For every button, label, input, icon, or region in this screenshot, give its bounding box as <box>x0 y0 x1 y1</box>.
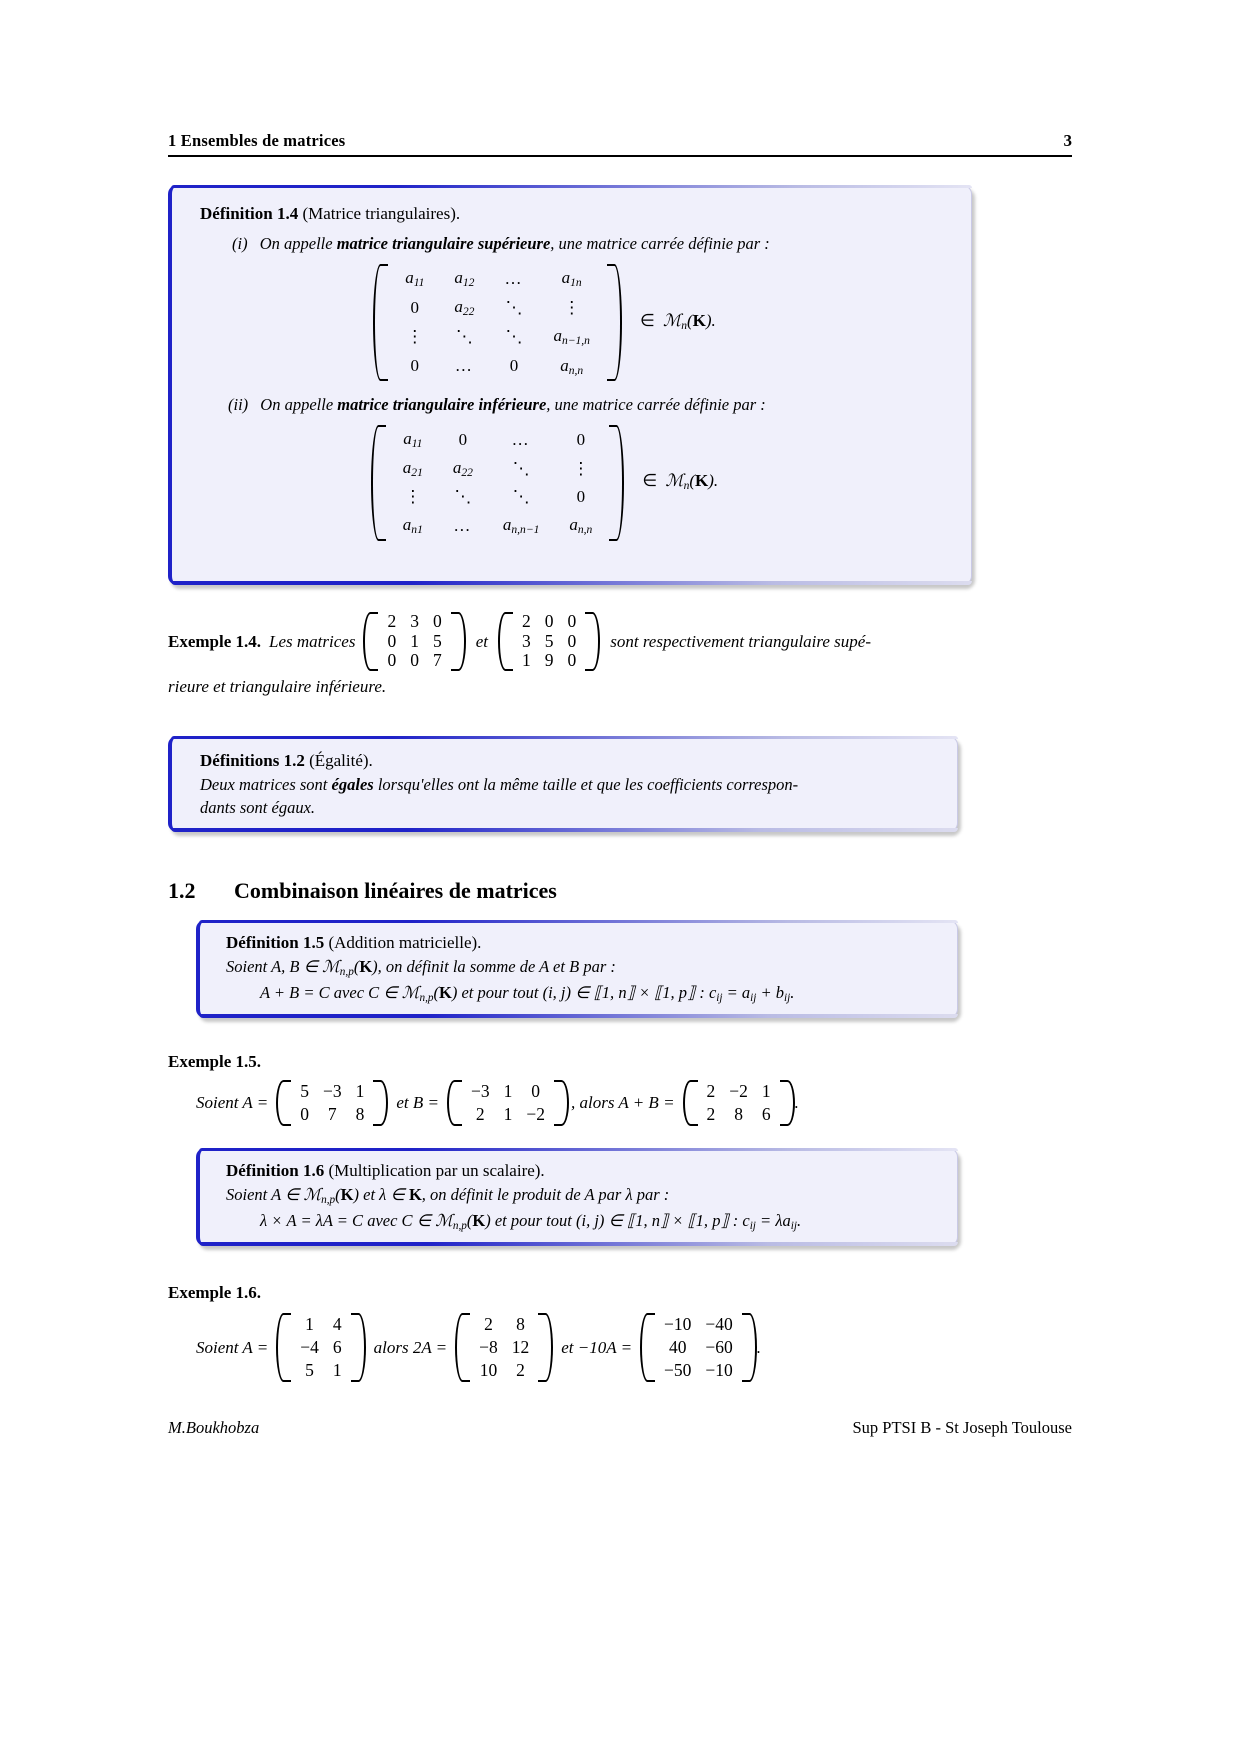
cell: 0 <box>567 650 577 670</box>
item-i-text-after: , une matrice carrée définie par : <box>550 234 770 253</box>
cell: 2 <box>706 1104 716 1124</box>
matrix-row <box>293 1313 348 1336</box>
definition-1-5-line1: Soient A, B ∈ ℳ$_{n,p}$(K), on définit la somme de A et B par : <box>226 957 616 979</box>
section-1-2-heading <box>168 878 557 904</box>
example-1-5-matrix-sum <box>683 1080 795 1126</box>
definition-1-5-box <box>196 920 958 1018</box>
matrix-row <box>515 651 583 671</box>
example-1-6-matrix-a <box>276 1313 365 1382</box>
cell: 2 <box>387 611 397 631</box>
running-head-title: 1 Ensembles de matrices <box>168 131 346 150</box>
cell: $a_{1n}$ <box>561 268 582 290</box>
example-1-5-matrix-a <box>276 1080 388 1126</box>
cell: 8 <box>516 1314 525 1334</box>
cell: 0 <box>576 429 586 449</box>
right-paren <box>609 425 624 541</box>
cell <box>390 322 439 351</box>
matrix-row <box>472 1336 536 1359</box>
cell: 1 <box>503 1081 513 1101</box>
example-1-6-matrix-2a <box>455 1313 553 1382</box>
cell: $a_{n,n}$ <box>569 515 593 537</box>
example-1-4 <box>168 612 1072 697</box>
cell: $a_{n,n-1}$ <box>502 515 540 537</box>
cell: $a_{22}$ <box>452 458 473 480</box>
cell: 2 <box>516 1360 525 1380</box>
definition-1-6-line1: Soient A ∈ ℳ$_{n,p}$(K) et λ ∈ K, on définit le produit de A par λ par : <box>226 1185 670 1207</box>
section-number: 1.2 <box>168 878 196 903</box>
cell: 1 <box>332 1360 342 1380</box>
matrix-sum-table <box>700 1080 778 1126</box>
cell: 6 <box>761 1104 771 1124</box>
cell: 0 <box>576 487 586 507</box>
cell: 2 <box>475 1104 485 1124</box>
definitions-1-2-box <box>168 736 958 832</box>
definition-1-4-box <box>168 185 972 585</box>
left-paren <box>683 1080 698 1126</box>
matrix-row <box>388 483 608 511</box>
matrix-row <box>293 1103 371 1126</box>
matrix-row <box>657 1359 740 1382</box>
cell: −3 <box>322 1081 342 1101</box>
definition-1-6-line2: λ × A = λA = C avec C ∈ ℳ$_{n,p}$(K) et pour tout (i, j) ∈ ⟦1, n⟧ × ⟦1, p⟧ : $c_{ij} = \lambda a_{ij}$. <box>260 1211 802 1233</box>
element-of-symbol: ∈ <box>639 311 655 331</box>
definition-1-4-item-ii <box>228 395 949 415</box>
cell: 0 <box>544 611 554 631</box>
cell <box>439 322 489 351</box>
cell <box>488 454 555 483</box>
cell: 0 <box>300 1104 309 1124</box>
left-paren <box>498 612 513 671</box>
definition-1-6-box <box>196 1148 958 1246</box>
definition-1-5-line2: A + B = C avec C ∈ ℳ$_{n,p}$(K) et pour tout (i, j) ∈ ⟦1, n⟧ × ⟦1, p⟧ : $c_{ij} = a_{ij} + b_{ij}$. <box>260 983 795 1005</box>
cell: 2 <box>521 611 531 631</box>
example-1-6-t1: Soient A = <box>196 1337 269 1357</box>
right-paren <box>585 612 600 671</box>
cell: 0 <box>387 630 397 651</box>
cell: 1 <box>305 1314 314 1334</box>
cell: $a_{11}$ <box>405 268 425 290</box>
right-paren <box>607 264 622 381</box>
cell: 1 <box>761 1081 771 1101</box>
matrix-row <box>390 352 605 381</box>
matrix-row <box>657 1336 740 1359</box>
definition-1-5-heading <box>226 933 937 953</box>
left-paren <box>276 1313 291 1382</box>
definition-1-6-paren: (Multiplication par un scalaire). <box>328 1161 545 1180</box>
item-i-bold: matrice triangulaire supérieure <box>336 234 551 253</box>
example-1-4-text2: sont respectivement triangulaire supé- <box>610 631 872 651</box>
belongs-lower <box>642 471 719 493</box>
example-1-6-t2: alors 2A = <box>373 1337 448 1357</box>
item-ii-bold: matrice triangulaire inférieure <box>337 394 547 414</box>
footer-author: M.Boukhobza <box>168 1418 260 1437</box>
cell <box>554 454 607 483</box>
definitions-1-2-heading <box>200 751 935 771</box>
example-1-5-label: Exemple 1.5. <box>168 1052 262 1071</box>
cell: 5 <box>300 1081 309 1101</box>
header-rule <box>168 155 1072 157</box>
cell <box>439 352 489 381</box>
matrix-row <box>388 511 608 540</box>
lower-triangular-matrix-table <box>388 425 608 541</box>
cell <box>438 511 488 540</box>
right-paren <box>554 1080 569 1126</box>
definitions-1-2-line2: dants sont égaux. <box>200 798 316 818</box>
definition-1-6-label: Définition 1.6 <box>226 1161 325 1180</box>
example-1-6 <box>168 1283 1072 1382</box>
matrix-row <box>380 632 448 652</box>
lower-triangular-matrix <box>371 425 625 541</box>
example-1-4-line1 <box>168 612 871 671</box>
definition-1-4-label: Définition 1.4 <box>200 204 299 223</box>
cell: 3 <box>410 611 419 631</box>
matrix-row <box>390 322 605 351</box>
example-1-6-matrix-m10a <box>640 1313 757 1382</box>
cell: −60 <box>705 1337 733 1357</box>
cell: −4 <box>300 1337 319 1357</box>
cell <box>489 322 538 351</box>
cell: 0 <box>410 297 420 317</box>
definition-1-4-paren: (Matrice triangulaires). <box>302 204 461 223</box>
cell: −50 <box>664 1360 692 1380</box>
example-1-6-line <box>196 1313 761 1382</box>
example-1-5 <box>168 1052 1072 1126</box>
definition-1-5-paren: (Addition matricielle). <box>328 933 482 952</box>
matrix-row <box>388 425 608 454</box>
upper-triangular-matrix <box>373 264 622 381</box>
example-1-5-t2: et B = <box>396 1093 439 1112</box>
right-paren <box>373 1080 388 1126</box>
matrix-row <box>464 1080 552 1103</box>
matrix-row <box>515 632 583 652</box>
cell <box>488 483 555 511</box>
cell: −2 <box>729 1081 748 1101</box>
matrix-set-upper: ℳ$_n$(K). <box>663 311 716 333</box>
upper-triangular-matrix-row <box>200 264 949 381</box>
matrix-a-table <box>380 612 448 671</box>
section-title: Combinaison linéaires de matrices <box>234 878 557 903</box>
left-paren <box>640 1313 655 1382</box>
matrix-a-table <box>293 1080 371 1126</box>
cell: 0 <box>567 630 577 651</box>
cell <box>489 264 538 293</box>
left-paren <box>373 264 388 381</box>
cell: 2 <box>706 1081 716 1101</box>
matrix-a-table <box>293 1313 348 1382</box>
matrix-row <box>293 1080 371 1103</box>
matrix-m10a-table <box>657 1313 740 1382</box>
cell: 40 <box>668 1337 687 1357</box>
definition-1-5-label: Définition 1.5 <box>226 933 325 952</box>
cell: $a_{n,n}$ <box>560 355 584 377</box>
cell: 0 <box>387 650 397 670</box>
cell: 6 <box>332 1337 342 1357</box>
cell: 5 <box>544 630 554 651</box>
right-paren <box>538 1313 553 1382</box>
matrix-row <box>390 293 605 322</box>
item-ii-marker: (ii) <box>228 394 249 414</box>
right-paren <box>351 1313 366 1382</box>
left-paren <box>455 1313 470 1382</box>
cell: $a_{n-1,n}$ <box>553 326 590 348</box>
definitions-1-2-paren: (Égalité). <box>309 751 373 770</box>
cell: 7 <box>327 1104 337 1124</box>
cell: 0 <box>410 650 419 670</box>
example-1-4-line2: rieure et triangulaire inférieure. <box>168 676 387 696</box>
cell: 12 <box>511 1337 530 1357</box>
matrix-row <box>515 612 583 632</box>
item-i-marker: (i) <box>232 234 248 253</box>
matrix-row <box>380 612 448 632</box>
cell: 5 <box>432 630 442 651</box>
example-1-4-conj: et <box>475 631 488 651</box>
element-of-symbol: ∈ <box>642 471 658 491</box>
example-1-5-line <box>196 1080 799 1126</box>
example-1-4-text1: Les matrices <box>269 631 356 651</box>
example-1-4-label: Exemple 1.4. <box>168 631 262 651</box>
cell: 3 <box>521 630 531 651</box>
lower-triangular-matrix-row <box>200 425 949 541</box>
cell <box>388 483 438 511</box>
matrix-row <box>388 454 608 483</box>
cell: −10 <box>664 1314 692 1334</box>
belongs-upper <box>639 311 716 333</box>
document-page <box>168 0 1072 1754</box>
cell: 0 <box>410 356 420 376</box>
matrix-row <box>472 1359 536 1382</box>
cell: 0 <box>531 1081 541 1101</box>
cell: 9 <box>544 650 554 670</box>
matrix-row <box>700 1103 778 1126</box>
cell: $a_{n1}$ <box>402 515 423 537</box>
page-number: 3 <box>1063 131 1072 150</box>
cell: 10 <box>479 1360 498 1380</box>
cell: 8 <box>355 1104 365 1124</box>
cell: 0 <box>509 356 519 376</box>
item-ii-text-after: , une matrice carrée définie par : <box>546 394 766 414</box>
matrix-row <box>700 1080 778 1103</box>
item-ii-text-before: On appelle <box>260 394 334 414</box>
cell: 1 <box>410 630 419 651</box>
example-1-5-t3: , alors A + B = <box>570 1093 675 1112</box>
cell: $a_{11}$ <box>403 428 423 451</box>
cell: 0 <box>432 611 442 631</box>
matrix-b-table <box>515 612 583 671</box>
definitions-1-2-line1 <box>200 773 935 796</box>
cell: −8 <box>479 1337 498 1357</box>
cell: 2 <box>484 1314 493 1334</box>
cell: −2 <box>526 1104 545 1124</box>
cell <box>488 425 555 454</box>
cell: −40 <box>705 1314 733 1334</box>
right-paren <box>780 1080 795 1126</box>
line1-after: lorsqu'elles ont la même taille et que les coefficients correspon- <box>377 775 799 794</box>
example-1-6-t4: . <box>756 1337 762 1357</box>
line1-before: Deux matrices sont <box>200 775 328 794</box>
cell: 5 <box>305 1360 314 1380</box>
upper-triangular-matrix-table <box>390 264 605 381</box>
cell: $a_{21}$ <box>402 458 423 480</box>
matrix-row <box>380 651 448 671</box>
left-paren <box>371 425 386 541</box>
cell: −10 <box>705 1360 733 1380</box>
example-1-6-label: Exemple 1.6. <box>168 1283 262 1302</box>
definitions-1-2-label: Définitions 1.2 <box>200 751 305 770</box>
cell: $a_{12}$ <box>454 268 475 290</box>
left-paren <box>276 1080 291 1126</box>
footer-institution: Sup PTSI B - St Joseph Toulouse <box>852 1418 1072 1437</box>
definition-1-4-item-i <box>232 234 949 254</box>
cell: 0 <box>458 429 468 449</box>
right-paren <box>451 612 466 671</box>
matrix-row <box>390 264 605 293</box>
cell: 4 <box>332 1314 342 1334</box>
matrix-b-table <box>464 1080 552 1126</box>
definition-1-4-heading <box>200 204 949 224</box>
right-paren <box>742 1313 757 1382</box>
left-paren <box>363 612 378 671</box>
cell: 1 <box>355 1081 365 1101</box>
cell: 1 <box>503 1104 513 1124</box>
matrix-row <box>293 1336 348 1359</box>
cell <box>538 293 605 322</box>
example-1-4-matrix-a <box>363 612 465 671</box>
example-1-5-t4: . <box>794 1093 799 1112</box>
example-1-5-t1: Soient A = <box>196 1093 269 1112</box>
example-1-4-matrix-b <box>498 612 600 671</box>
example-1-5-matrix-b <box>447 1080 569 1126</box>
definition-1-6-heading <box>226 1161 937 1181</box>
matrix-set-lower: ℳ$_n$(K). <box>665 471 719 493</box>
left-paren <box>447 1080 462 1126</box>
cell <box>489 293 538 322</box>
matrix-row <box>293 1359 348 1382</box>
cell: 7 <box>432 650 442 670</box>
matrix-row <box>464 1103 552 1126</box>
cell: 8 <box>734 1104 743 1124</box>
example-1-6-t3: et −10A = <box>561 1337 633 1357</box>
matrix-2a-table <box>472 1313 536 1382</box>
cell: 1 <box>521 650 531 670</box>
cell: −3 <box>470 1081 490 1101</box>
matrix-row <box>657 1313 740 1336</box>
cell: 0 <box>567 611 577 631</box>
cell <box>438 483 488 511</box>
line1-bold: égales <box>331 775 374 794</box>
matrix-row <box>472 1313 536 1336</box>
cell: $a_{22}$ <box>454 297 475 319</box>
item-i-text-before: On appelle <box>259 234 333 253</box>
